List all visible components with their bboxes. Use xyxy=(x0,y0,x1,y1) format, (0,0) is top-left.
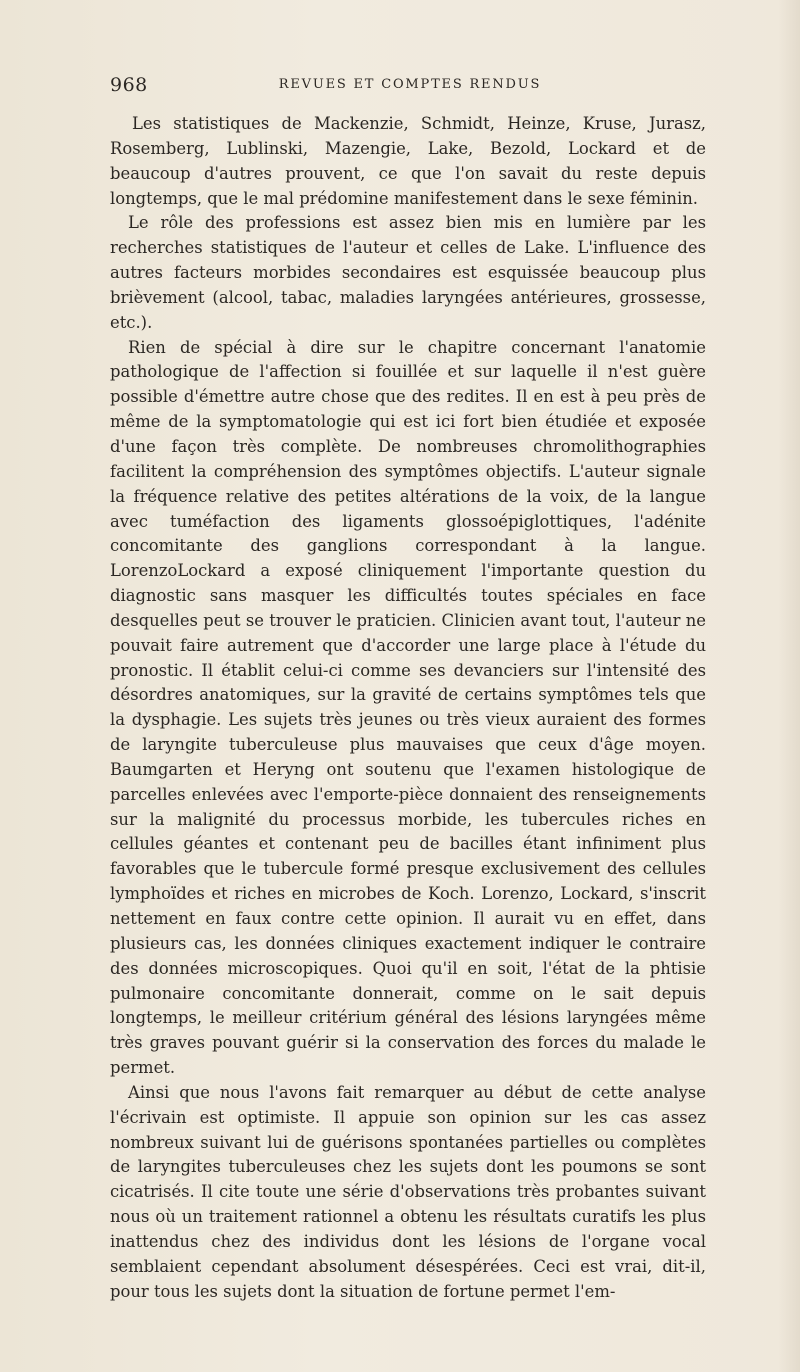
running-head: REVUES ET COMPTES RENDUS xyxy=(278,77,542,92)
paragraph: Rien de spécial à dire sur le chapitre concernant l'anatomie pathologique de l'affection si fouillée et sur laquelle il n'est guère possible d'émettre autre chose que des redites. Il en est à peu près de même de la symptomatologie qui est ici fort bien étudiée et exposée d'une façon très complète. De nombreuses chromolithographies facilitent la compréhension des symptômes objectifs. L'auteur signale la fréquence relative des petites altérations de la voix, de la langue avec tuméfaction des ligaments glossoépiglottiques, l'adénite concomitante des ganglions correspondant à la langue. LorenzoLockard a exposé cliniquement l'importante question du diagnostic sans masquer les difficultés toutes spéciales en face desquelles peut se trouver le praticien. Clinicien avant tout, l'auteur ne pouvait faire autrement que d'accorder une large place à l'étude du pronostic. Il établit celui-ci comme ses devanciers sur l'intensité des désordres anatomiques, sur la gravité de certains symptômes tels que la dysphagie. Les sujets très jeunes ou très vieux auraient des formes de laryngite tuberculeuse plus mauvaises que ceux d'âge moyen. Baumgarten et Heryng ont soutenu que l'examen histologique de parcelles enlevées avec l'emporte-pièce donnaient des renseignements sur la malignité du processus morbide, les tubercules riches en cellules géantes et contenant peu de bacilles étant infiniment plus favorables que le tubercule formé presque exclusivement des cellules lymphoïdes et riches en microbes de Koch. Lorenzo, Lockard, s'inscrit nettement en faux contre cette opinion. Il aurait vu en effet, dans plusieurs cas, les données cliniques exactement indiquer le contraire des données microscopiques. Quoi qu'il en soit, l'état de la phtisie pulmonaire concomitante donnerait, comme on le sait depuis longtemps, le meilleur critérium général des lésions laryngées même très graves pouvant guérir si la conservation des forces du malade le permet. xyxy=(110,337,706,1078)
page-edge-shadow xyxy=(778,0,800,1372)
page-header xyxy=(110,74,710,96)
paragraph: Les statistiques de Mackenzie, Schmidt, Heinze, Kruse, Jurasz, Rosemberg, Lublinski, Mazengie, Lake, Bezold, Lockard et de beaucoup d'autres prouvent, ce que l'on savait du reste depuis longtemps, que le mal prédomine manifestement dans le sexe féminin. xyxy=(110,114,706,208)
paragraph: Le rôle des professions est assez bien mis en lumière par les recherches statistiques de l'auteur et celles de Lake. L'influence des autres facteurs morbides secondaires est esquissée beaucoup plus brièvement (alcool, tabac, maladies laryngées antérieures, grossesse, etc.). xyxy=(110,213,706,332)
paragraph: Ainsi que nous l'avons fait remarquer au début de cette analyse l'écrivain est optimiste. Il appuie son opinion sur les cas assez nombreux suivant lui de guérisons spontanées partielles ou complètes de laryngites tuberculeuses chez les sujets dont les poumons se sont cicatrisés. Il cite toute une série d'observations très probantes suivant nous où un traitement rationnel a obtenu les résultats curatifs les plus inattendus chez des individus dont les lésions de l'organe vocal semblaient cependant absolument désespérées. Ceci est vrai, dit-il, pour tous les sujets dont la situation de fortune permet l'em- xyxy=(110,1082,706,1301)
body-text xyxy=(110,112,706,1305)
page-number: 968 xyxy=(110,74,148,96)
